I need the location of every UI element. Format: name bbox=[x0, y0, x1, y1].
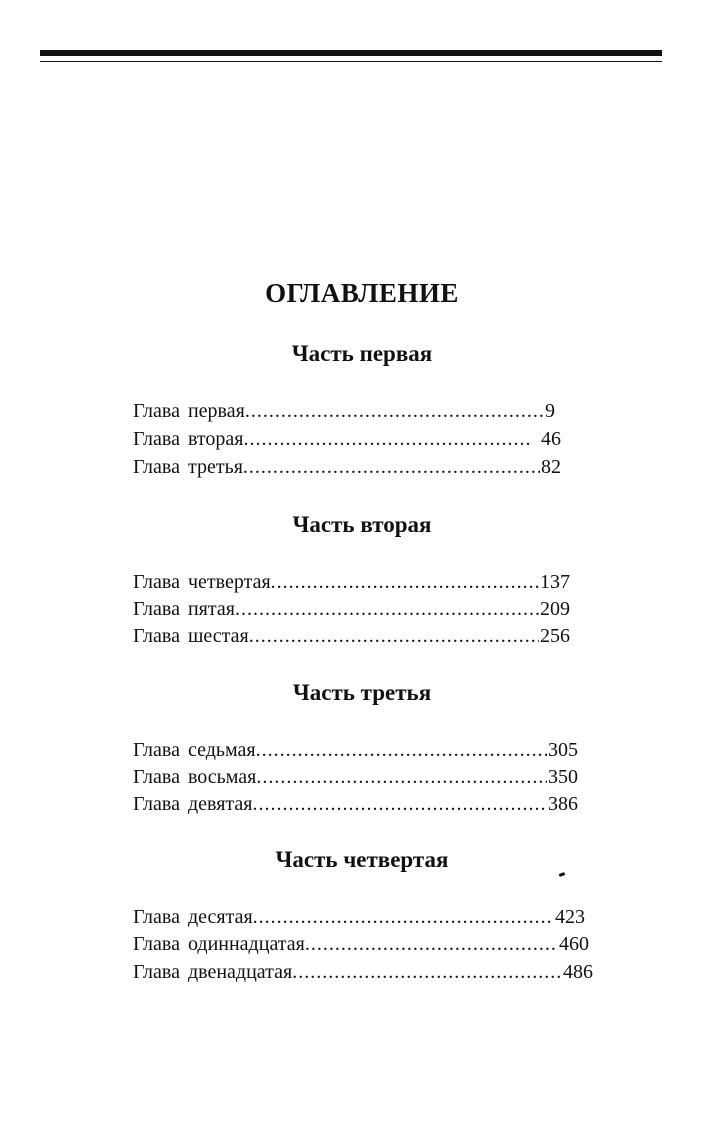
chapter-page: 486 bbox=[563, 961, 593, 983]
toc-entry bbox=[133, 792, 578, 816]
chapter-page: 423 bbox=[555, 906, 585, 928]
dot-leader bbox=[253, 905, 554, 929]
dot-leader bbox=[292, 960, 562, 984]
toc-entry bbox=[133, 597, 570, 621]
part-heading-3: Часть третья bbox=[292, 680, 432, 705]
dot-leader bbox=[252, 792, 547, 816]
chapter-page: 350 bbox=[548, 766, 578, 788]
chapter-page: 460 bbox=[559, 933, 589, 955]
toc-entry bbox=[133, 932, 589, 956]
header-rule-thin bbox=[40, 61, 662, 62]
part-heading-4: Часть четвертая bbox=[275, 847, 449, 872]
dot-leader bbox=[271, 570, 539, 594]
header-rule-thick bbox=[40, 50, 662, 56]
part-heading-2: Часть вторая bbox=[292, 512, 432, 537]
chapter-label: Глава одиннадцатая bbox=[133, 933, 305, 955]
chapter-page: 209 bbox=[540, 598, 570, 620]
toc-entry bbox=[133, 427, 561, 451]
toc-entry bbox=[133, 905, 585, 929]
chapter-label: Глава вторая bbox=[133, 428, 244, 450]
chapter-page: 82 bbox=[541, 456, 561, 478]
toc-entry bbox=[133, 455, 561, 479]
chapter-label: Глава девятая bbox=[133, 793, 253, 815]
chapter-label: Глава седьмая bbox=[133, 739, 256, 761]
toc-entry bbox=[133, 399, 555, 423]
ink-mark bbox=[559, 872, 566, 877]
dot-leader bbox=[249, 624, 539, 648]
toc-entry bbox=[133, 738, 578, 762]
toc-entry bbox=[133, 765, 578, 789]
dot-leader bbox=[256, 738, 547, 762]
toc-entry bbox=[133, 960, 593, 984]
chapter-page: 305 bbox=[548, 739, 578, 761]
chapter-label: Глава четвертая bbox=[133, 571, 271, 593]
dot-leader bbox=[243, 455, 540, 479]
chapter-page: 256 bbox=[540, 625, 570, 647]
dot-leader bbox=[245, 399, 544, 423]
toc-entry bbox=[133, 624, 570, 648]
chapter-page: 9 bbox=[545, 400, 555, 422]
chapter-page: 386 bbox=[548, 793, 578, 815]
chapter-label: Глава первая bbox=[133, 400, 245, 422]
dot-leader bbox=[305, 932, 558, 956]
part-heading-1: Часть первая bbox=[291, 341, 433, 366]
chapter-label: Глава шестая bbox=[133, 625, 249, 647]
toc-entry bbox=[133, 570, 570, 594]
dot-leader bbox=[256, 765, 547, 789]
page-title: ОГЛАВЛЕНИЕ bbox=[265, 278, 459, 308]
dot-leader bbox=[235, 597, 539, 621]
chapter-page: 137 bbox=[540, 571, 570, 593]
dot-leader bbox=[243, 427, 533, 451]
chapter-label: Глава десятая bbox=[133, 906, 253, 928]
chapter-page: 46 bbox=[541, 428, 561, 450]
chapter-label: Глава восьмая bbox=[133, 766, 257, 788]
chapter-label: Глава пятая bbox=[133, 598, 235, 620]
chapter-label: Глава двенадцатая bbox=[133, 961, 293, 983]
chapter-label: Глава третья bbox=[133, 456, 243, 478]
